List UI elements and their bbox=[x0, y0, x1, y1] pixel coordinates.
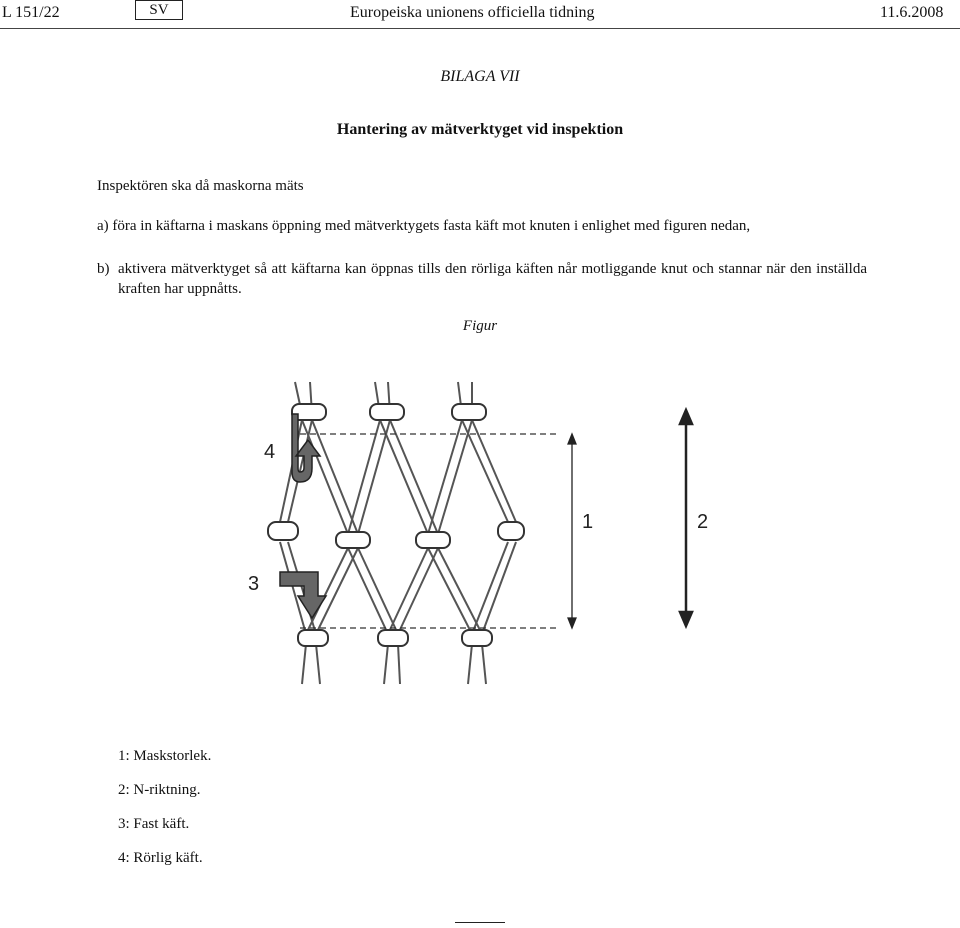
page-reference: L 151/22 bbox=[2, 4, 60, 21]
step-b bbox=[97, 259, 867, 299]
knot bbox=[462, 630, 492, 646]
knot bbox=[416, 532, 450, 548]
figure-caption: Figur bbox=[462, 318, 498, 334]
step-b-text: aktivera mätverktyget så att käftarna kan öppnas tills den rörliga käften når motliggande knut och stannar när den inställda kraften har uppnåtts. bbox=[118, 261, 867, 297]
n-direction-arrow bbox=[680, 410, 692, 626]
legend-item: 2: N-riktning. bbox=[118, 782, 201, 798]
step-a: a) föra in käftarna i maskans öppning med mätverktygets fasta käft mot knuten i enlighet med figuren nedan, bbox=[97, 218, 751, 234]
knot bbox=[378, 630, 408, 646]
journal-title: Europeiska unionens officiella tidning bbox=[350, 4, 595, 21]
knot bbox=[298, 630, 328, 646]
net-mesh-illustration bbox=[240, 372, 740, 692]
page-heading: Hantering av mätverktyget vid inspektion bbox=[336, 121, 624, 138]
legend-item: 1: Maskstorlek. bbox=[118, 748, 212, 764]
knot bbox=[268, 522, 298, 540]
step-b-label: b) bbox=[97, 261, 110, 277]
figure-label-2: 2 bbox=[697, 511, 709, 533]
figure-label-4: 4 bbox=[264, 441, 276, 463]
knot bbox=[452, 404, 486, 420]
legend-item: 3: Fast käft. bbox=[118, 816, 190, 832]
knot bbox=[370, 404, 404, 420]
annex-label: BILAGA VII bbox=[440, 68, 520, 85]
end-rule bbox=[455, 922, 505, 923]
language-badge: SV bbox=[135, 0, 183, 20]
fixed-jaw-icon bbox=[280, 572, 326, 618]
mesh-measuring-figure bbox=[240, 372, 740, 692]
legend-item: 4: Rörlig käft. bbox=[118, 850, 203, 866]
movable-jaw-icon bbox=[292, 414, 320, 482]
knot bbox=[336, 532, 370, 548]
mesh-size-dimension bbox=[568, 434, 576, 628]
figure-label-1: 1 bbox=[582, 511, 594, 533]
knot bbox=[498, 522, 524, 540]
intro-paragraph: Inspektören ska då maskorna mäts bbox=[97, 178, 304, 194]
publication-date: 11.6.2008 bbox=[880, 4, 944, 21]
figure-label-3: 3 bbox=[248, 573, 260, 595]
header-divider bbox=[0, 28, 960, 29]
